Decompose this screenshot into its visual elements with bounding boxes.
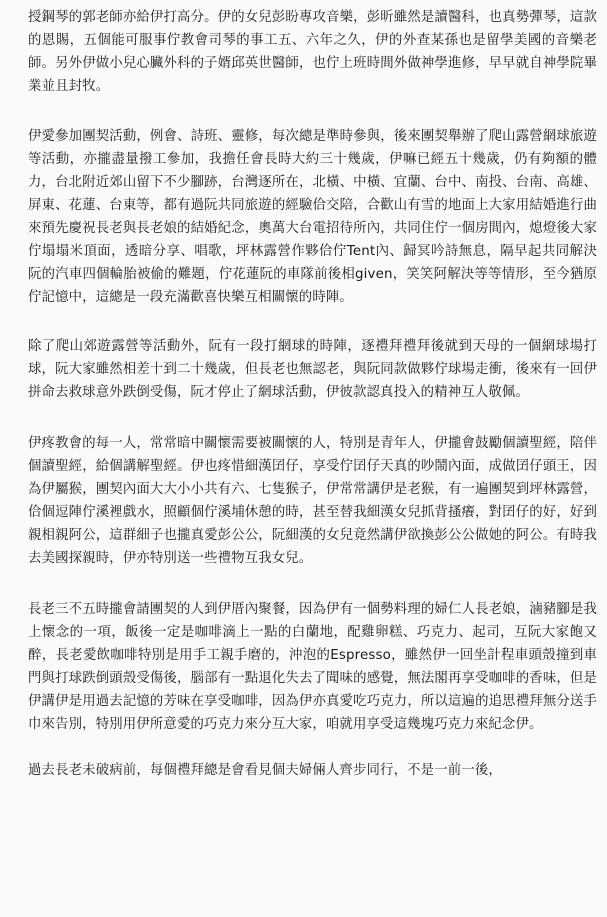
paragraph-2: 伊愛參加團契活動，例會、詩班、靈修，每次總是準時參與，後來團契舉辦了爬山露營網球旅遊等活動，亦攏盡量撥工參加，我擔任會長時大約三十幾歲，伊嘛已經五十幾歲，仍有夠額的體力，台北附近郊山留下不少腳跡，台灣逐所在，北橫、中橫、宜蘭、台中、南投、台南、高雄、屏東、花蓮、台東等，都有過阮共同旅遊的經驗佮交陪，合歡山有雪的地面上大家用結婚進行曲來預先慶祝長老與長老娘的結婚紀念，奧萬大台電招待所內，共同住佇一個房間內，熄燈後大家佇塌塌米頂面，透暗分享、唱歌，坪林露營作夥佮佇Tent內、歸冥吟詩無息，隔早起共同解決阮的汽車四個輪胎被偷的難題，佇花蓮阮的車隊前後相given，笑笑阿解決等等情形，至今猶原佇記憶中，這總是一段充滿歡喜快樂互相關懷的時陣。 [28, 129, 597, 305]
paragraph-5: 長老三不五時攏會請團契的人到伊厝內聚餐，因為伊有一個勢料理的婦仁人長老娘，滷豬腳是我上懷念的一項，飯後一定是咖啡滴上一點的白蘭地，配雞卵糕、巧克力、起司，互阮大家飽又醉，長老愛飲咖啡特別是用手工親手磨的，沖泡的Espresso，雖然伊一回坐計程車頭殼撞到車門與打球跌倒頭殼受傷後，腦部有一點退化失去了聞味的感覺，無法閣再享受咖啡的香味，但是伊講伊是用過去記憶的芳味在享受咖啡，因為伊亦真愛吃巧克力，所以這遍的追思禮拜無分送手巾來告別，特別用伊所意愛的巧克力來分互大家，咱就用享受這幾塊巧克力來紀念伊。 [28, 602, 597, 732]
paragraph-1: 授鋼琴的郭老師亦給伊打高分。伊的女兒彭盼專攻音樂，彭昕雖然是讀醫科，也真勢彈琴，這款的恩賜，五個能可服事佇教會司琴的事工五、六年之久，伊的外查某孫也是留學美國的音樂老師。另外伊做小兒心臟外科的子婿邱英世醫師，也佇上班時間外做神學進修，早早就自神學院畢業並且封牧。 [28, 10, 597, 94]
paragraph-6: 過去長老未破病前，每個禮拜總是會看見個夫婦倆人齊步同行，不是一前一後， [28, 763, 502, 778]
paragraph-4: 伊疼教會的每一人，常常暗中關懷需要被關懷的人，特別是青年人，伊攏會鼓勵個讀聖經，陪伴個讀聖經，給個講解聖經。伊也疼惜細漢囝仔，享受佇囝仔天真的吵鬧內面，成做囝仔頭王，因為伊屬猴，團契內面大大小小共有六、七隻猴子，伊常常講伊是老猴，有一遍團契到坪林露營，佮個逗陣佇溪裡戲水，照顧個佇溪埔休憩的時，甚至替我細漢女兒抓背搔癢，對囝仔的好，好到親相親阿公，這群細子也攏真愛彭公公，阮細漢的女兒竟然講伊欲換彭公公做她的阿公。有時我去美國探親時，伊亦特別送一些禮物互我女兒。 [28, 436, 597, 566]
paragraph-3: 除了爬山郊遊露營等活動外，阮有一段打網球的時陣，逐禮拜禮拜後就到天母的一個網球場打球，阮大家雖然相差十到二十幾歲，但長老也無認老，與阮同款做夥佇球場走衝，後來有一回伊拼命去救球意外跌倒受傷，阮才停止了網球活動，伊彼款認真投入的精神互人敬佩。 [28, 339, 597, 400]
